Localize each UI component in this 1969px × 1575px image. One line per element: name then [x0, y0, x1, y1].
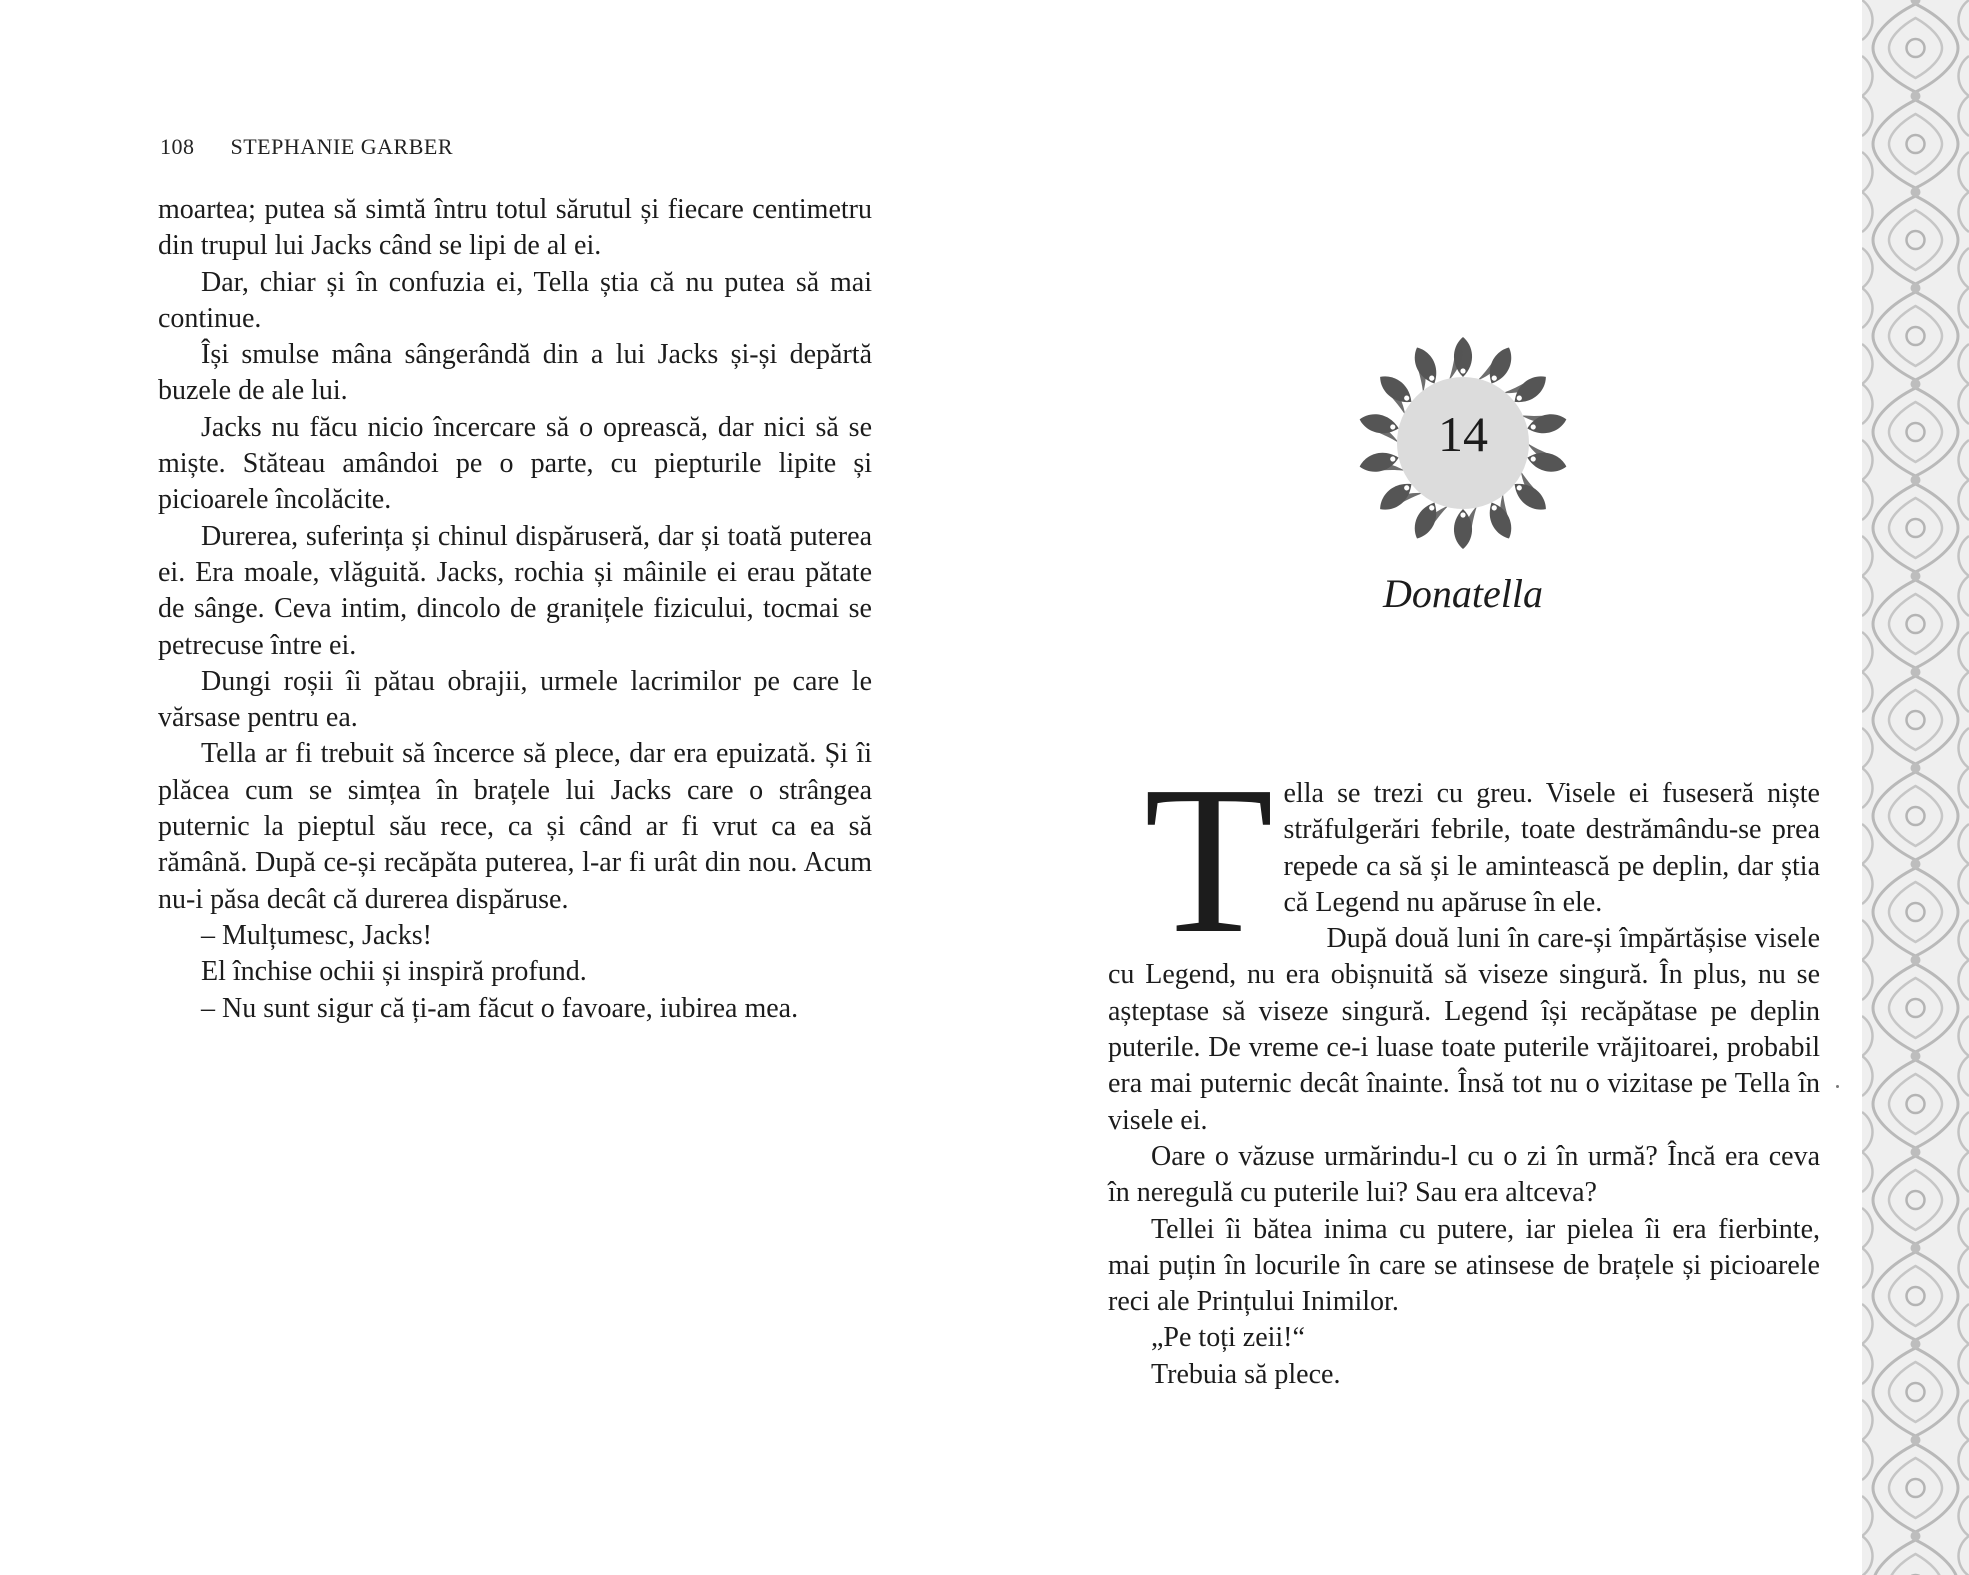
stray-mark [1836, 1085, 1839, 1088]
paragraph: Durerea, suferința și chinul dispăruseră, dar și toată puterea ei. Era moale, vlăguită. Jacks, rochia și mâinile ei erau pătate de sânge. Ceva intim, dincolo de granițele fizicului, tocmai se petrecuse între ei. [158, 520, 872, 661]
chapter-number: 14 [1438, 406, 1488, 462]
paragraph: Trebuia să plece. [1151, 1358, 1341, 1390]
author-name: STEPHANIE GARBER [230, 134, 454, 159]
chapter-title: Donatella [1383, 571, 1543, 616]
paragraph: Jacks nu făcu nicio încercare să o oprească, dar nici să se miște. Stăteau amândoi pe o parte, cu piepturile lipite și picioarele încolăcite. [158, 411, 872, 516]
drop-cap: T [1144, 742, 1274, 977]
right-page-text [1108, 742, 1820, 1393]
running-head [160, 134, 453, 160]
paragraph [1108, 742, 1820, 977]
paragraph: Își smulse mâna sângerândă din a lui Jacks și-și depărtă buzele de ale lui. [158, 339, 872, 407]
first-paragraph-text: ella se trezi cu greu. Visele ei fuseseră niște străfulgerări febrile, toate destrămându-se prea repede ca să și le amintească pe deplin, dar știa că Legend nu apăruse în ele. [1283, 778, 1820, 918]
dialogue-line: – Nu sunt sigur că ți-am făcut o favoare, iubirea mea. [201, 992, 799, 1024]
paragraph: Tella ar fi trebuit să încerce să plece, dar era epuizată. Și îi plăcea cum se simțea în brațele lui Jacks care o strângea puternic la pieptul său rece, ca și când ar fi vrut ca ea să rămână. După ce-și recăpăta puterea, l-ar fi urât din nou. Acum nu-i păsa decât că durerea dispăruse. [158, 738, 872, 915]
dialogue-line: – Mulțumesc, Jacks! [201, 919, 432, 951]
paragraph: moartea; putea să simtă întru totul sărutul și fiecare centimetru din trupul lui Jacks când se lipi de al ei. [158, 194, 872, 262]
paragraph: „Pe toți zeii!“ [1151, 1322, 1305, 1354]
paragraph: Oare o văzuse urmărindu-l cu o zi în urmă? Încă era ceva în neregulă cu puterile lui? Sau era altceva? [1108, 1140, 1820, 1209]
paragraph: După două luni în care-și împărtășise visele cu Legend, nu era obișnuită să viseze singură. În plus, nu se așteptase să viseze singură. Legend își recăpătase pe deplin puterile. De vreme ce-i luase toate puterile vrăjitoarei, probabil era mai puternic decât înainte. Însă tot nu o vizitase pe Tella în visele ei. [1108, 923, 1820, 1136]
page-number: 108 [160, 134, 195, 159]
paragraph: Dar, chiar și în confuzia ei, Tella știa că nu putea să mai continue. [158, 266, 872, 334]
arabesque-border-pattern [1862, 0, 1969, 1575]
paragraph: El închise ochii și inspiră profund. [201, 956, 587, 988]
left-page-text [158, 192, 872, 1027]
paragraph: Tellei îi bătea inima cu putere, iar pielea îi era fierbinte, mai puțin în locurile în care se atinsese de brațele și picioarele reci ale Prințului Inimilor. [1108, 1213, 1820, 1318]
paragraph: Dungi roșii îi pătau obrajii, urmele lacrimilor pe care le vărsase pentru ea. [158, 665, 872, 734]
